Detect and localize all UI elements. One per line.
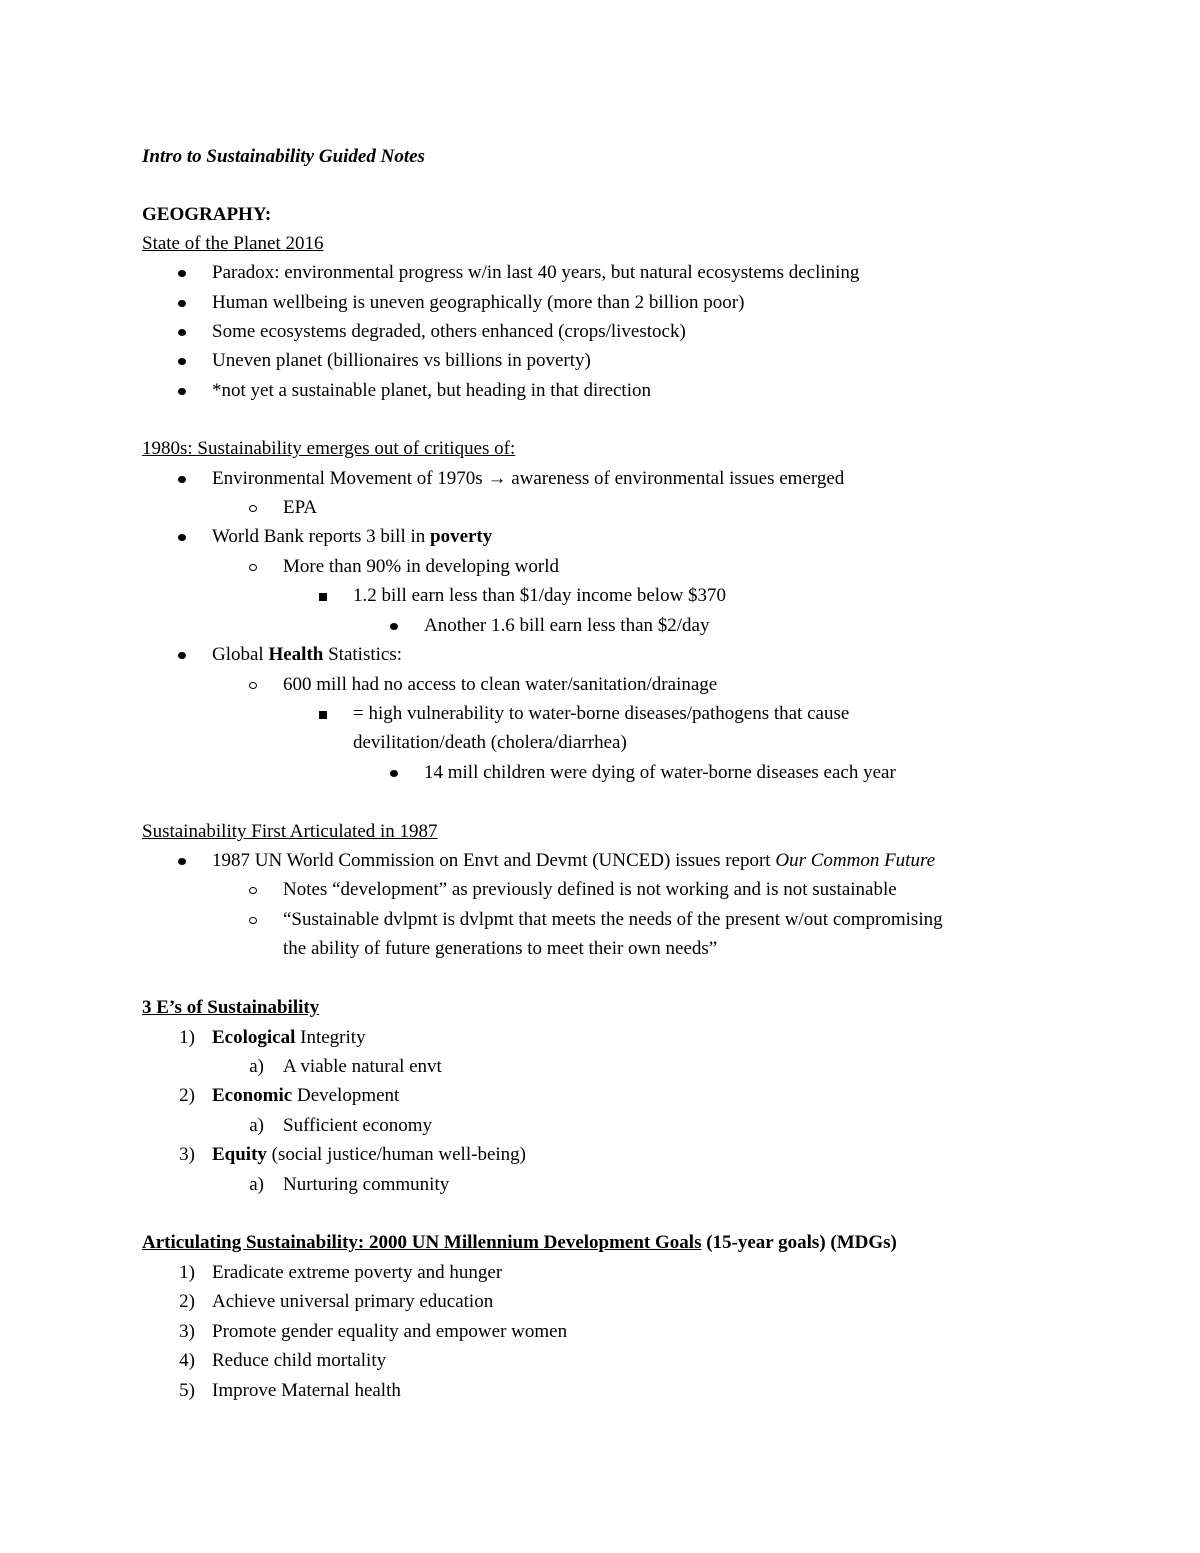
circle-bullet-icon (249, 917, 257, 924)
circle-bullet-icon (249, 682, 257, 689)
bullet-icon (178, 534, 186, 541)
bullet-icon (178, 270, 186, 277)
circle-bullet-icon (249, 887, 257, 894)
bullet-icon (178, 388, 186, 395)
bullet-icon (178, 476, 186, 483)
circle-bullet-icon (249, 505, 257, 512)
bullet-icon (178, 358, 186, 365)
square-bullet-icon (319, 711, 327, 719)
bullet-icon (178, 329, 186, 336)
bullet-icon (178, 858, 186, 865)
bullet-icon (178, 300, 186, 307)
bullet-icon (390, 770, 398, 777)
bullet-icon (178, 652, 186, 659)
bullet-icon (390, 623, 398, 630)
square-bullet-icon (319, 593, 327, 601)
document-page: Intro to Sustainability Guided Notes GEOGRAPHY: State of the Planet 2016 Paradox: environmental progress w/in last 40 years, but natural ecosystems declining Human wellbeing is uneven geographically (more than 2 billion poor) Some ecosystems degraded, others enhanced (crops/livestock) Uneven planet (billionaires vs billions in poverty) *not yet a sustainable planet, but heading in that direction 1980s: Sustainability emerges out of critiques of: Environmental Movement of 1970s → awareness of environmental issues emerged EPA World Bank reports 3 bill in poverty More than 90% in developing world 1.2 bill earn less than $1/day income below $370 Another 1.6 bill earn less than $2/day Global Health Statistics: 600 mill had no access to clean water/sanitation/drainage = high vulnerability to water-borne diseases/pathogens that cause devilitation/death (cholera/diarrhea) 14 mill children were dying of water-borne diseases each year Sustainability First Articulated in 1987 1987 UN World Commission on Envt and Devmt (UNCED) issues report Our Common Future Notes “development” as previously defined is not working and is not sustainable “Sustainable dvlpmt is dvlpmt that meets the needs of the present w/out compromising the ability of future generations to meet their own needs” 3 E’s of Sustainability 1) Ecological Integrity a) A viable natural envt 2) Economic Development a) Sufficient economy 3) Equity (social justice/human well-being) a) Nurturing community Articulating Sustainability: 2000 UN Millennium Development Goals (15-year goals) (MDGs) 1) Eradicate extreme poverty and hunger 2) Achieve universal primary education 3) Promote gender equality and empower women 4) Reduce child mortality 5) Improve Maternal health (142, 146, 943, 1401)
circle-bullet-icon (249, 564, 257, 571)
